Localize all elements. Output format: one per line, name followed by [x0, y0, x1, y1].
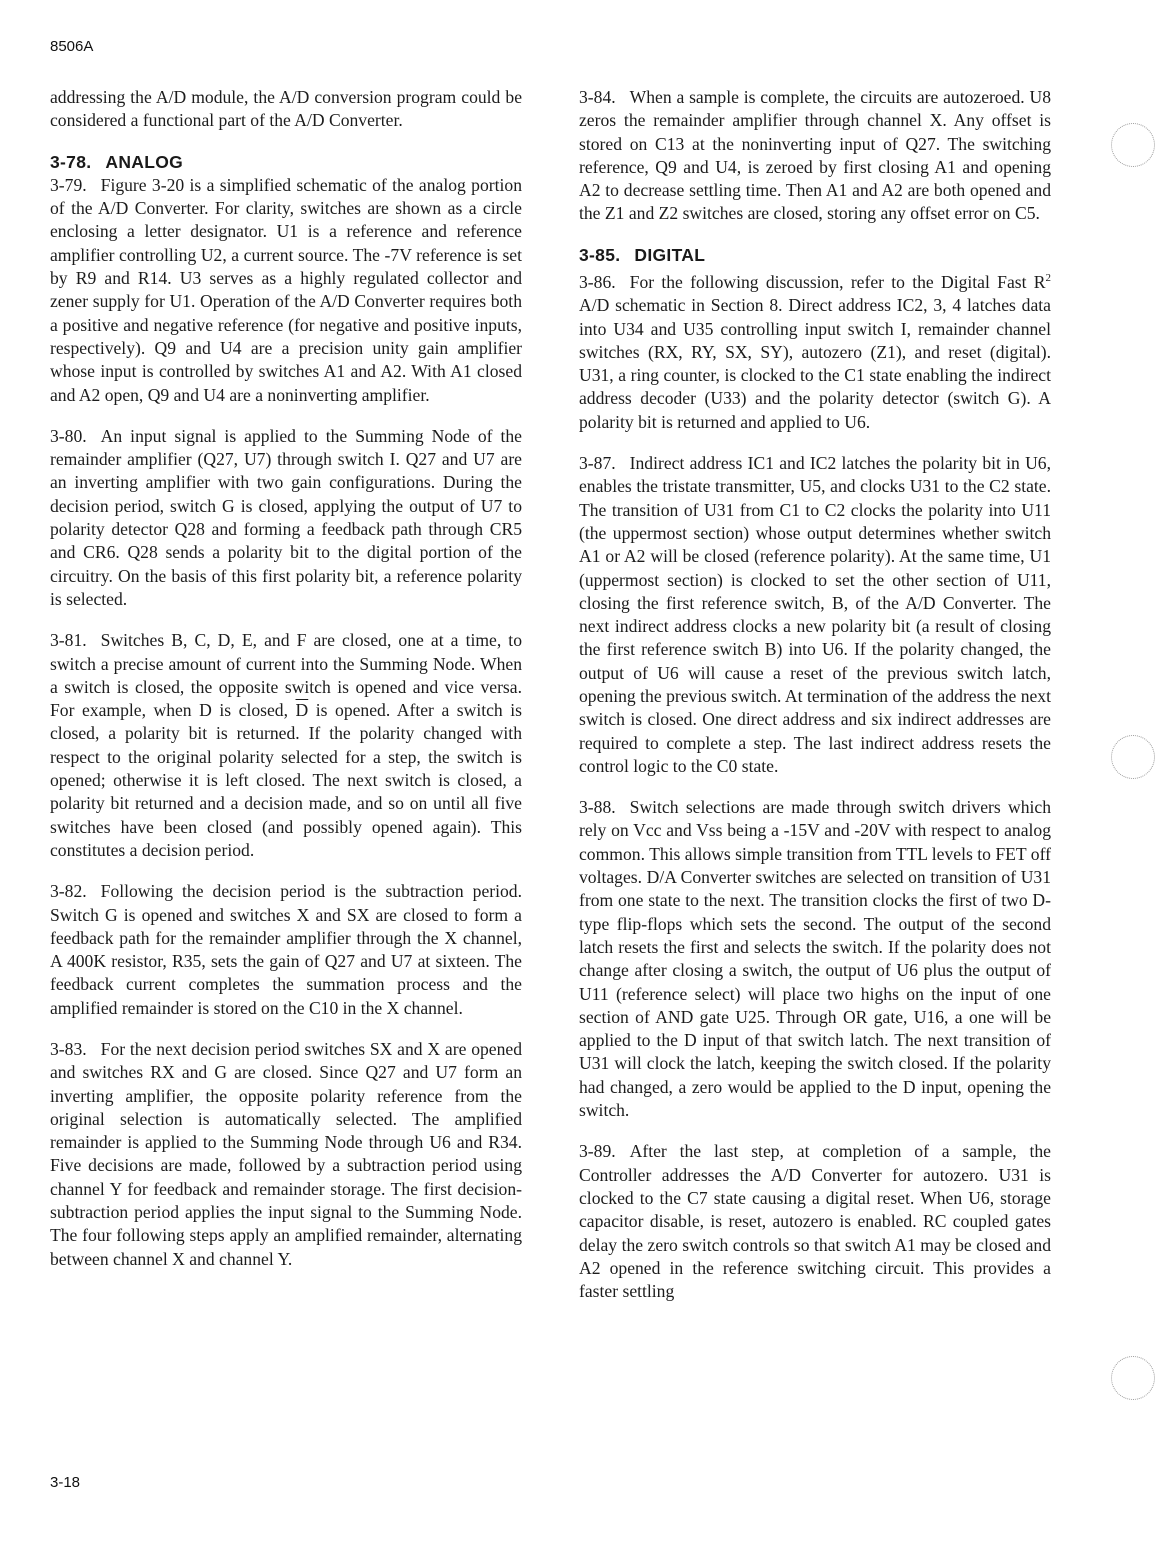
overbar-switch-label: $\overline{D}$	[295, 700, 309, 721]
page-number: 3-18	[50, 1474, 81, 1491]
paragraph-text: For the following discussion, refer to the Digital Fast R	[629, 271, 1046, 292]
paragraph-number: 3-84.	[579, 87, 616, 107]
paragraph-3-87	[579, 452, 1051, 778]
paragraph-text: addressing the A/D module, the A/D conversion program could be considered a functional part of the A/D Converter.	[50, 87, 522, 131]
section-title: DIGITAL	[634, 244, 706, 265]
paragraph-3-82	[50, 880, 522, 1020]
paragraph-number: 3-82.	[50, 881, 87, 902]
section-number: 3-85.	[579, 244, 621, 265]
binder-hole-icon	[1111, 123, 1155, 167]
paragraph-text: Figure 3-20 is a simplified schematic of the analog portion of the A/D Converter. For clarity, switches are shown as a circle enclosing a letter designator. U1 is a reference and reference amplifier controlling U2, a current source. The -7V reference is set by R9 and R14. U3 serves as a highly regulated collector and zener supply for U1. Operation of the A/D Converter requires both a positive and negative reference (for negative and positive inputs, respectively). Q9 and U4 are a precision unity gain amplifier whose input is controlled by switches A1 and A2. With A1 closed and A2 open, Q9 and U4 are a noninverting amplifier.	[50, 174, 522, 405]
paragraph-number: 3-87.	[579, 453, 616, 474]
paragraph-text: For the next decision period switches SX and X are opened and switches RX and G are closed. Since Q27 and U7 form an inverting amplifier, the opposite polarity reference from the original selection is automatically selected. The amplified remainder is applied to the Summing Node through U6 and R34. Five decisions are made, followed by a subtraction period using channel Y for feedback and remainder storage. The first decision-subtraction period applies the input signal to the Summing Node. The four following steps apply an amplified remainder, alternating between channel X and channel Y.	[50, 1038, 522, 1269]
paragraph-text: is opened. After a switch is closed, a polarity bit is returned. If the polarity changed with respect to the original polarity selected for a step, the switch is opened; otherwise it is left closed. The next switch is closed, a polarity bit returned and a decision made, and so on until all five switches have been closed (and possibly opened again). This constitutes a decision period.	[50, 700, 522, 860]
paragraph-3-88	[579, 796, 1051, 1122]
paragraph-number: 3-86.	[579, 271, 616, 292]
paragraph-number: 3-88.	[579, 797, 616, 818]
left-column	[50, 86, 522, 1271]
intro-paragraph	[50, 86, 522, 133]
paragraph-number: 3-81.	[50, 630, 87, 651]
paragraph-text: After the last step, at completion of a sample, the Controller addresses the A/D Converter for autozero. U31 is clocked to the C7 state causing a digital reset. When U6, storage capacitor disable, is reset, autozero is enabled. RC coupled gates delay the zero switch controls so that switch A1 may be closed and A2 opened in the reference switching circuit. This provides a faster settling	[579, 1141, 1051, 1302]
paragraph-3-81	[50, 629, 522, 862]
binder-hole-icon	[1111, 735, 1155, 779]
paragraph-3-86	[579, 267, 1051, 434]
binder-hole-icon	[1111, 1356, 1155, 1400]
paragraph-3-79	[50, 174, 522, 407]
section-title: ANALOG	[105, 151, 184, 172]
paragraph-text: Following the decision period is the subtraction period. Switch G is opened and switches X and SX are closed to form a feedback path for the remainder amplifier through the X channel, A 400K resistor, R35, sets the gain of Q27 and U7 at sixteen. The feedback current completes the summation process and the amplified remainder is stored on the C10 in the X channel.	[50, 881, 522, 1018]
paragraph-3-80	[50, 425, 522, 611]
paragraph-3-89	[579, 1140, 1051, 1303]
paragraph-text: When a sample is complete, the circuits are autozeroed. U8 zeros the remainder amplifier through channel X. Any offset is stored on C13 at the noninverting input of Q27. The switching reference, Q9 and U4, is zeroed by first closing A1 and opening A2 to decrease settling time. Then A1 and A2 are both opened and the Z1 and Z2 switches are closed, storing any offset error on C5.	[579, 87, 1051, 224]
section-heading-digital	[579, 244, 1051, 267]
paragraph-number: 3-89.	[579, 1141, 616, 1162]
paragraph-text: A/D schematic in Section 8. Direct address IC2, 3, 4 latches data into U34 and U35 controlling input switch I, remainder channel switches (RX, RY, SX, SY), autozero (Z1), and reset (digital). U31, a ring counter, is clocked to the C1 state enabling the indirect address decoder (U33) and the polarity detector (switch G). A polarity bit is returned and applied to U6.	[579, 295, 1051, 432]
paragraph-text: Switches B, C, D, E, and F are closed, one at a time, to switch a precise amount of current into the Summing Node. When a switch is closed, the opposite switch is opened and vice versa. For example, when D is closed,	[50, 630, 522, 721]
paragraph-text: Indirect address IC1 and IC2 latches the polarity bit in U6, enables the tristate transmitter, U5, and clocks U31 to the C2 state. The transition of U31 from C1 to C2 clocks the polarity into U11 (the uppermost section) whose output determines whether switch A1 or A2 will be closed (reference polarity). At the same time, U1 (uppermost section) is clocked to set the other section of U11, closing the first reference switch, B, of the A/D Converter. The next indirect address clocks a new polarity bit (a result of closing the first reference switch B) into U6. If the polarity changed, the output of U6 will cause a reset of the previous switch latch, opening the previous switch. At termination of the address the next switch is closed. One direct address and six indirect addresses are required to complete a step. The last indirect address resets the control logic to the C0 state.	[579, 453, 1051, 776]
paragraph-text: Switch selections are made through switch drivers which rely on Vcc and Vss being a -15V and -20V with respect to analog common. This allows simple transition from TTL levels to FET off voltages. D/A Converter switches are selected on transition of U31 from one state to the next. The transition clocks the first of two D-type flip-flops which sets the second. The output of the second latch resets the first and selects the switch. If the polarity does not change after closing a switch, the output of U6 plus the output of U11 (reference select) will place two highs on the input of one section of AND gate U25. Through OR gate, U16, a one will be applied to the D input of that switch latch. The next transition of U31 will clock the latch, keeping the switch closed. If the polarity had changed, a zero would be applied to the D input, opening the switch.	[579, 797, 1051, 1121]
superscript: 2	[1045, 272, 1051, 285]
document-id: 8506A	[50, 38, 94, 55]
paragraph-number: 3-79.	[50, 174, 87, 195]
paragraph-text: An input signal is applied to the Summing Node of the remainder amplifier (Q27, U7) through switch I. Q27 and U7 are an inverting amplifier with two gain configurations. During the decision period, switch G is closed, applying the output of U7 to polarity detector Q28 and forming a feedback path through CR5 and CR6. Q28 sends a polarity bit to the digital portion of the circuitry. On the basis of this first polarity bit, a reference polarity is selected.	[50, 425, 522, 609]
section-number: 3-78.	[50, 151, 92, 172]
right-column	[579, 86, 1051, 1303]
paragraph-number: 3-80.	[50, 425, 87, 446]
paragraph-number: 3-83.	[50, 1038, 87, 1059]
section-heading-analog	[50, 151, 522, 174]
paragraph-3-84	[579, 86, 1051, 226]
paragraph-3-83	[50, 1038, 522, 1271]
